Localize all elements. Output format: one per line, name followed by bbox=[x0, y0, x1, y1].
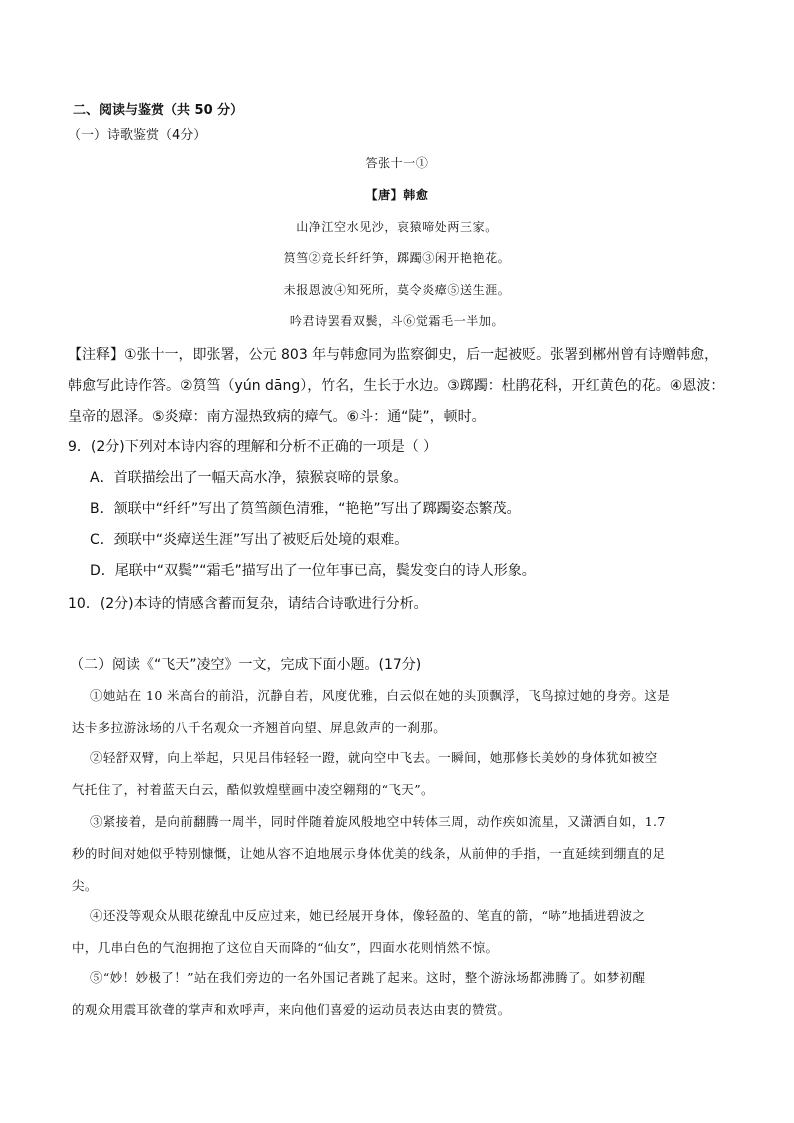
paragraph-line: 尖。 bbox=[72, 878, 98, 893]
paragraph-line: ①她站在 10 米高台的前沿，沉静自若，风度优雅，白云似在她的头顶飘浮，飞鸟掠过她的身旁。这是 bbox=[90, 688, 671, 703]
poem-line: 筼筜②竞长纤纤笋，踯躅③闲开艳艳花。 bbox=[283, 251, 511, 265]
paragraph-line: 气托住了，衬着蓝天白云，酷似敦煌壁画中凌空翱翔的“飞天”。 bbox=[72, 782, 434, 797]
subsection-poetry-heading: （一）诗歌鉴赏（4分） bbox=[68, 128, 207, 143]
question-9-option-d: D．尾联中“双鬓”“霜毛”描写出了一位年事已高，鬓发变白的诗人形象。 bbox=[90, 563, 536, 579]
question-9-option-c: C．颈联中“炎瘴送生涯”写出了被贬后处境的艰难。 bbox=[90, 532, 409, 548]
question-9-option-a: A．首联描绘出了一幅天高水净，猿猴哀啼的景象。 bbox=[90, 470, 408, 486]
paragraph-line: 中，几串白色的气泡拥抱了这位自天而降的“仙女”，四面水花则悄然不惊。 bbox=[72, 940, 499, 955]
poem-line: 山净江空水见沙，哀猿啼处两三家。 bbox=[296, 220, 498, 234]
poem-line: 未报恩波④知死所，莫令炎瘴⑤送生涯。 bbox=[283, 283, 511, 297]
paragraph-line: 的观众用震耳欲聋的掌声和欢呼声，来向他们喜爱的运动员表达由衷的赞赏。 bbox=[72, 1002, 511, 1017]
notes-line: 【注释】①张十一，即张署，公元 803 年与韩愈同为监察御史，后一起被贬。张署到郴州曾有诗赠韩愈， bbox=[68, 347, 719, 363]
subsection-reading-heading: （二）阅读《“飞天”凌空》一文，完成下面小题。(17分) bbox=[70, 657, 422, 673]
poem-author: 【唐】韩愈 bbox=[365, 188, 429, 202]
question-9-stem: 9．(2分)下列对本诗内容的理解和分析不正确的一项是（ ） bbox=[68, 439, 438, 455]
question-9-option-b: B．颔联中“纤纤”写出了筼筜颜色清雅，“艳艳”写出了踯躅姿态繁茂。 bbox=[90, 501, 521, 517]
notes-line: 皇帝的恩泽。⑤炎瘴：南方湿热致病的瘴气。⑥斗：通“陡”，顿时。 bbox=[68, 409, 486, 425]
question-10: 10．(2分)本诗的情感含蓄而复杂，请结合诗歌进行分析。 bbox=[68, 596, 428, 612]
paragraph-line: 达卡多拉游泳场的八千名观众一齐翘首向望、屏息敛声的一刹那。 bbox=[72, 720, 447, 735]
paragraph-line: 秒的时间对她似乎特别慷慨，让她从容不迫地展示身体优美的线条，从前伸的手指，一直延续到绷直的足 bbox=[72, 846, 666, 861]
poem-title: 答张十一① bbox=[365, 156, 429, 170]
paragraph-line: ②轻舒双臂，向上举起，只见吕伟轻轻一蹬，就向空中飞去。一瞬间，她那修长美妙的身体犹如被空 bbox=[90, 750, 658, 765]
paragraph-line: ③紧接着，是向前翻腾一周半，同时伴随着旋风般地空中转体三周，动作疾如流星，又潇洒自如，1.7 bbox=[90, 814, 666, 829]
paragraph-line: ④还没等观众从眼花缭乱中反应过来，她已经展开身体，像轻盈的、笔直的箭，“哧”地插进碧波之 bbox=[90, 908, 646, 923]
paragraph-line: ⑤“妙！妙极了！”站在我们旁边的一名外国记者跳了起来。这时，整个游泳场都沸腾了。如梦初醒 bbox=[90, 970, 646, 985]
section-title: 二、阅读与鉴赏（共 50 分） bbox=[73, 103, 244, 118]
notes-line: 韩愈写此诗作答。②筼筜（yún dāng），竹名，生长于水边。③踯躅：杜鹃花科，开红黄色的花。④恩波： bbox=[68, 378, 725, 394]
poem-line: 吟君诗罢看双鬓，斗⑥觉霜毛一半加。 bbox=[289, 314, 505, 328]
